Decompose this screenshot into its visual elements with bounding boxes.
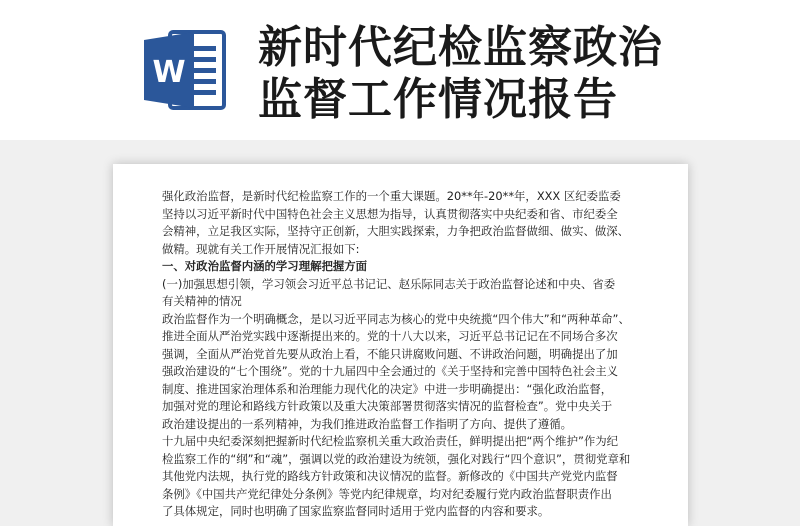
word-icon-letter: W (152, 55, 186, 90)
paragraph-line: 十九届中央纪委深刻把握新时代纪检监察机关重大政治责任，鲜明提出把“两个维护”作为纪 (162, 434, 619, 448)
paragraph-line: 政治监督作为一个明确概念，是以习近平同志为核心的党中央统揽“四个伟大”和“两种革命”、 (162, 311, 630, 326)
paragraph-line: 条例》《中国共产党纪律处分条例》等党内纪律规章，均对纪委履行党内政治监督职责作出 (162, 486, 612, 501)
paragraph-line: 推进全面从严治党实践中逐渐提出来的。党的十八大以来，习近平总书记记在不同场合多次 (162, 329, 618, 343)
paragraph-line: (一)加强思想引领，学习领会习近平总书记记、赵乐际同志关于政治监督论述和中央、省委 (162, 276, 616, 291)
paragraph-line: 坚持以习近平新时代中国特色社会主义思想为指导，认真贯彻落实中央纪委和省、市纪委全 (162, 206, 618, 221)
header-banner (0, 0, 800, 140)
title-line-1: 新时代纪检监察政治 (258, 22, 663, 73)
section-heading: 一、对政治监督内涵的学习理解把握方面 (162, 259, 368, 273)
paragraph-line: 制度、推进国家治理体系和治理能力现代化的决定》中进一步明确提出：“强化政治监督， (162, 381, 613, 396)
document-page (113, 164, 688, 526)
paragraph-line: 会精神，立足我区实际，坚持守正创新，大胆实践探索，力争把政治监督做细、做实、做深、 (162, 224, 630, 238)
paragraph-line: 强调，全面从严治党首先要从政治上看，不能只讲腐败问题、不讲政治问题，明确提出了加 (162, 346, 618, 361)
paragraph-line: 做精。现就有关工作开展情况汇报如下: (162, 241, 360, 256)
paragraph-line: 检监察工作的“纲”和“魂”，强调以党的政治建设为统领，强化对践行“四个意识”，贯彻党章和 (162, 451, 631, 466)
paragraph-line: 加强对党的理论和路线方针政策以及重大决策部署贯彻落实情况的监督检查”。党中央关于 (162, 399, 613, 413)
document-body (162, 188, 642, 521)
paragraph-line: 强政治建设的“七个围绕”。党的十九届四中全会通过的《关于坚持和完善中国特色社会主义 (162, 364, 619, 378)
paragraph-line: 了具体规定，同时也明确了国家监察监督同时适用于党内监督的内容和要求。 (162, 504, 550, 518)
paragraph-line: 政治建设提出的一系列精神，为我们推进政治监督工作指明了方向、提供了遵循。 (162, 416, 573, 431)
paragraph-line: 有关精神的情况 (162, 294, 242, 308)
paragraph-line: 其他党内法规，执行党的路线方针政策和决议情况的监督。新修改的《中国共产党党内监督 (162, 469, 618, 483)
paragraph-line: 强化政治监督，是新时代纪检监察工作的一个重大课题。20**年-20**年，XXX 区纪委监委 (162, 189, 621, 203)
page-title (258, 22, 778, 126)
word-document-icon (140, 24, 232, 116)
title-line-2: 监督工作情况报告 (258, 74, 618, 125)
